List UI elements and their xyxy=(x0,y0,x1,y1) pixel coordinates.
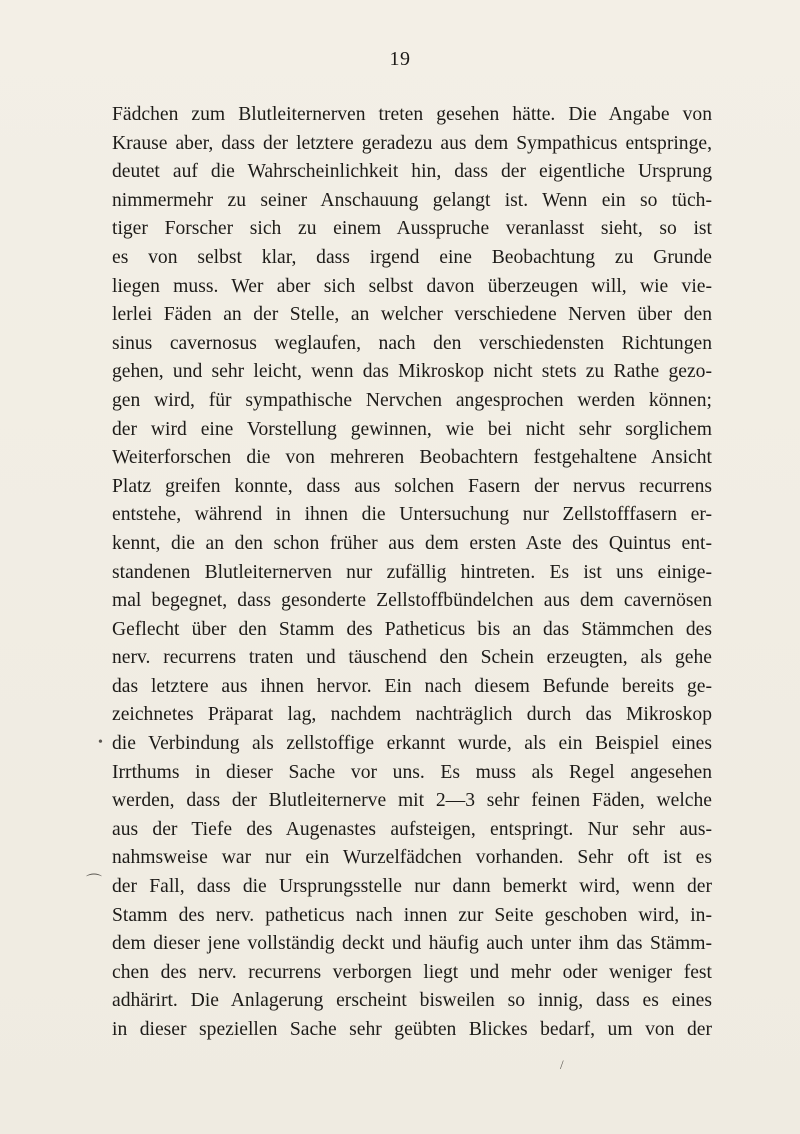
text-line: standenen Blutleiternerven nur zufällig hintreten. Es ist uns einige- xyxy=(112,561,712,583)
margin-tick-mark: / xyxy=(560,1057,564,1072)
text-line: deutet auf die Wahrscheinlichkeit hin, dass der eigentliche Ursprung xyxy=(112,161,712,183)
text-line: der Fall, dass die Ursprungsstelle nur dann bemerkt wird, wenn der xyxy=(112,876,712,898)
text-line: Irrthums in dieser Sache vor uns. Es muss als Regel angesehen xyxy=(112,761,712,783)
text-line: Weiterforschen die von mehreren Beobachtern festgehaltene Ansicht xyxy=(112,447,712,469)
text-line: aus der Tiefe des Augenastes aufsteigen, entspringt. Nur sehr aus- xyxy=(112,818,712,840)
text-line: zeichnetes Präparat lag, nachdem nachträglich durch das Mikroskop xyxy=(112,704,712,726)
text-line: sinus cavernosus weglaufen, nach den verschiedensten Richtungen xyxy=(112,332,712,354)
text-line: werden, dass der Blutleiternerve mit 2—3 sehr feinen Fäden, welche xyxy=(112,790,712,812)
text-line: mal begegnet, dass gesonderte Zellstoffbündelchen aus dem cavernösen xyxy=(112,590,712,612)
text-line: kennt, die an den schon früher aus dem ersten Aste des Quintus ent- xyxy=(112,532,712,554)
text-line: gen wird, für sympathische Nervchen angesprochen werden können; xyxy=(112,389,712,411)
text-line: Krause aber, dass der letztere geradezu aus dem Sympathicus entspringe, xyxy=(112,132,712,154)
body-text xyxy=(112,101,712,1045)
text-line: das letztere aus ihnen hervor. Ein nach diesem Befunde bereits ge- xyxy=(112,675,712,697)
text-line: chen des nerv. recurrens verborgen liegt und mehr oder weniger fest xyxy=(112,961,712,983)
text-line: dem dieser jene vollständig deckt und häufig auch unter ihm das Stämm- xyxy=(112,933,712,955)
text-line: liegen muss. Wer aber sich selbst davon überzeugen will, wie vie- xyxy=(112,275,712,297)
text-line: der wird eine Vorstellung gewinnen, wie bei nicht sehr sorglichem xyxy=(112,418,712,440)
text-line: in dieser speziellen Sache sehr geübten Blickes bedarf, um von der xyxy=(112,1019,712,1040)
margin-hook-mark: ⌒ xyxy=(86,874,103,891)
text-line: Geflecht über den Stamm des Patheticus bis an das Stämmchen des xyxy=(112,618,712,640)
text-line: entstehe, während in ihnen die Untersuchung nur Zellstofffasern er- xyxy=(112,504,712,526)
margin-dot-mark: • xyxy=(98,735,103,750)
page-number: 19 xyxy=(389,48,411,70)
text-line: tiger Forscher sich zu einem Ausspruche veranlasst sieht, so ist xyxy=(112,218,712,240)
text-line: Fädchen zum Blutleiternerven treten gesehen hätte. Die Angabe von xyxy=(112,104,712,125)
text-line: gehen, und sehr leicht, wenn das Mikroskop nicht stets zu Rathe gezo- xyxy=(112,361,712,383)
text-line: nahmsweise war nur ein Wurzelfädchen vorhanden. Sehr oft ist es xyxy=(112,847,712,869)
text-line: lerlei Fäden an der Stelle, an welcher verschiedene Nerven über den xyxy=(112,304,712,326)
text-line: Stamm des nerv. patheticus nach innen zur Seite geschoben wird, in- xyxy=(112,904,712,926)
text-line: nimmermehr zu seiner Anschauung gelangt ist. Wenn ein so tüch- xyxy=(112,189,712,211)
text-line: adhärirt. Die Anlagerung erscheint bisweilen so innig, dass es eines xyxy=(112,990,712,1012)
text-line: die Verbindung als zellstoffige erkannt wurde, als ein Beispiel eines xyxy=(112,733,712,755)
text-line: Platz greifen konnte, dass aus solchen Fasern der nervus recurrens xyxy=(112,475,712,497)
text-line: es von selbst klar, dass irgend eine Beobachtung zu Grunde xyxy=(112,246,712,268)
text-line: nerv. recurrens traten und täuschend den Schein erzeugten, als gehe xyxy=(112,647,712,669)
